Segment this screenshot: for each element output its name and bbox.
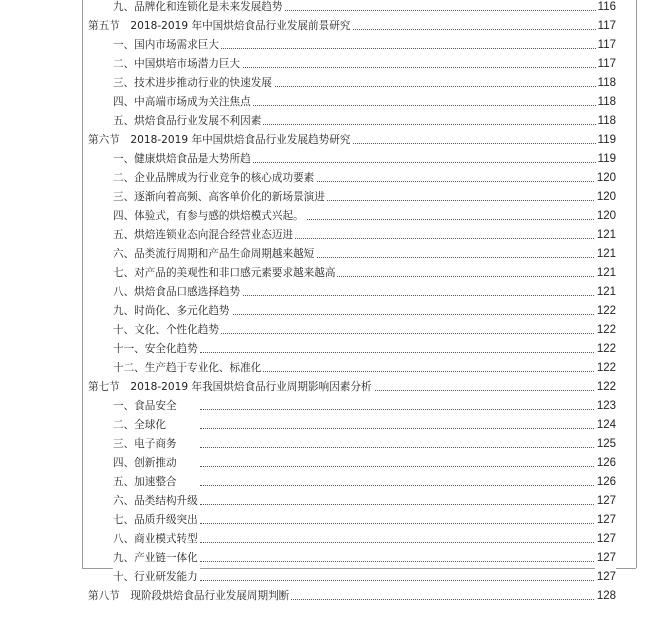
toc-entry-title: 第八节 现阶段烘焙食品行业发展周期判断 xyxy=(88,587,291,606)
toc-entry-title: 九、产业链一体化 xyxy=(113,549,200,568)
toc-dot-leader xyxy=(200,485,614,486)
toc-entry-title: 七、品质升级突出 xyxy=(113,511,200,530)
toc-entry-title: 三、电子商务 xyxy=(113,435,179,454)
toc-entry-title: 五、加速整合 xyxy=(113,473,179,492)
toc-entry[interactable] xyxy=(0,416,653,435)
toc-page-number: 124 xyxy=(595,416,616,435)
toc-page-number: 121 xyxy=(595,264,616,283)
toc-entry[interactable] xyxy=(0,93,653,112)
toc-page-number: 118 xyxy=(596,112,616,131)
toc-section-entry[interactable] xyxy=(0,378,653,397)
toc-dot-leader xyxy=(200,352,614,353)
toc-entry-title: 五、烘焙食品行业发展不利因素 xyxy=(113,112,263,131)
toc-entry[interactable] xyxy=(0,0,653,17)
toc-entry[interactable] xyxy=(0,264,653,283)
toc-section-entry[interactable] xyxy=(0,131,653,150)
toc-page-number: 116 xyxy=(596,0,616,17)
toc-page-number: 119 xyxy=(596,131,616,150)
toc-entry[interactable] xyxy=(0,473,653,492)
toc-dot-leader xyxy=(200,542,614,543)
toc-dot-leader xyxy=(200,561,614,562)
toc-dot-leader xyxy=(200,67,614,68)
toc-page-number: 125 xyxy=(595,435,616,454)
toc-entry-title: 十、行业研发能力 xyxy=(113,568,200,587)
toc-page-number: 127 xyxy=(595,549,616,568)
toc-entry[interactable] xyxy=(0,36,653,55)
toc-entry[interactable] xyxy=(0,302,653,321)
toc-entry[interactable] xyxy=(0,549,653,568)
toc-page-number: 127 xyxy=(595,492,616,511)
toc-entry-title: 九、品牌化和连锁化是未来发展趋势 xyxy=(113,0,285,17)
toc-entry[interactable] xyxy=(0,207,653,226)
toc-entry[interactable] xyxy=(0,112,653,131)
toc-entry[interactable] xyxy=(0,340,653,359)
toc-entry[interactable] xyxy=(0,435,653,454)
toc-entry-title: 第七节 2018-2019 年我国烘焙食品行业周期影响因素分析 xyxy=(88,378,374,397)
toc-entry[interactable] xyxy=(0,492,653,511)
toc-entry-title: 三、技术进步推动行业的快速发展 xyxy=(113,74,274,93)
toc-dot-leader xyxy=(200,48,614,49)
toc-entry-title: 第六节 2018-2019 年中国烘焙食品行业发展趋势研究 xyxy=(88,131,352,150)
toc-entry-title: 二、企业品牌成为行业竞争的核心成功要素 xyxy=(113,169,316,188)
toc-entry-title: 二、中国烘培市场潜力巨大 xyxy=(113,55,242,74)
toc-entry[interactable] xyxy=(0,283,653,302)
toc-dot-leader xyxy=(200,447,614,448)
toc-entry[interactable] xyxy=(0,150,653,169)
toc-entry-title: 六、品类结构升级 xyxy=(113,492,200,511)
toc-page-number: 127 xyxy=(595,511,616,530)
toc-page-number: 126 xyxy=(595,454,616,473)
toc-dot-leader xyxy=(200,105,614,106)
toc-page-number: 122 xyxy=(595,378,616,397)
toc-page-number: 119 xyxy=(596,150,616,169)
toc-entry[interactable] xyxy=(0,454,653,473)
toc-page-number: 122 xyxy=(595,359,616,378)
toc-entry[interactable] xyxy=(0,397,653,416)
toc-page-number: 128 xyxy=(595,587,616,606)
toc-page-number: 121 xyxy=(595,245,616,264)
toc-entry[interactable] xyxy=(0,226,653,245)
toc-entry-title: 第五节 2018-2019 年中国烘焙食品行业发展前景研究 xyxy=(88,17,352,36)
toc-entry[interactable] xyxy=(0,188,653,207)
toc-entry-title: 十一、安全化趋势 xyxy=(113,340,200,359)
toc-entry-title: 十二、生产趋于专业化、标准化 xyxy=(113,359,263,378)
toc-entry-title: 五、烘焙连锁业态向混合经营业态迈进 xyxy=(113,226,295,245)
toc-entry-title: 四、体验式，有参与感的烘焙模式兴起。 xyxy=(113,207,306,226)
toc-entry-title: 四、创新推动 xyxy=(113,454,179,473)
toc-page-number: 120 xyxy=(595,169,616,188)
toc-page-number: 126 xyxy=(595,473,616,492)
toc-entry-title: 三、逐渐向着高频、高客单价化的新场景演进 xyxy=(113,188,327,207)
toc-page-number: 123 xyxy=(595,397,616,416)
toc-dot-leader xyxy=(200,580,614,581)
toc-page-number: 117 xyxy=(596,17,616,36)
toc-entry-title: 四、中高端市场成为关注焦点 xyxy=(113,93,253,112)
toc-entry[interactable] xyxy=(0,321,653,340)
toc-page-number: 122 xyxy=(595,302,616,321)
toc-entry[interactable] xyxy=(0,169,653,188)
toc-entry-title: 八、烘焙食品口感选择趋势 xyxy=(113,283,242,302)
toc-entry-title: 一、健康烘焙食品是大势所趋 xyxy=(113,150,253,169)
toc-dot-leader xyxy=(200,466,614,467)
toc-page-number: 127 xyxy=(595,568,616,587)
toc-entry[interactable] xyxy=(0,511,653,530)
toc-page-number: 127 xyxy=(595,530,616,549)
toc-page-number: 122 xyxy=(595,321,616,340)
toc-dot-leader xyxy=(200,295,614,296)
toc-entry[interactable] xyxy=(0,359,653,378)
toc-page-number: 121 xyxy=(595,226,616,245)
toc-dot-leader xyxy=(200,333,614,334)
toc-page-number: 117 xyxy=(596,36,616,55)
toc-entry-title: 九、时尚化、多元化趋势 xyxy=(113,302,232,321)
toc-page-number: 117 xyxy=(596,55,616,74)
toc-entry[interactable] xyxy=(0,245,653,264)
toc-page-number: 121 xyxy=(595,283,616,302)
toc-entry-title: 十、文化、个性化趋势 xyxy=(113,321,221,340)
toc-entry[interactable] xyxy=(0,55,653,74)
toc-dot-leader xyxy=(200,428,614,429)
toc-page-number: 118 xyxy=(596,93,616,112)
toc-dot-leader xyxy=(200,504,614,505)
toc-entry[interactable] xyxy=(0,530,653,549)
toc-entry-title: 七、对产品的美观性和非口感元素要求越来越高 xyxy=(113,264,337,283)
toc-section-entry[interactable] xyxy=(0,17,653,36)
toc-page-number: 118 xyxy=(596,74,616,93)
toc-page-number: 120 xyxy=(595,207,616,226)
toc-entry-title: 一、食品安全 xyxy=(113,397,179,416)
toc-dot-leader xyxy=(200,409,614,410)
toc-entry-title: 六、品类流行周期和产品生命周期越来越短 xyxy=(113,245,316,264)
toc-dot-leader xyxy=(200,314,614,315)
toc-entry-title: 八、商业模式转型 xyxy=(113,530,200,549)
toc-entry[interactable] xyxy=(0,568,653,587)
toc-entry[interactable] xyxy=(0,74,653,93)
toc-section-entry[interactable] xyxy=(0,587,653,606)
toc-dot-leader xyxy=(200,162,614,163)
toc-entry-title: 一、国内市场需求巨大 xyxy=(113,36,221,55)
toc-page-number: 120 xyxy=(595,188,616,207)
toc-dot-leader xyxy=(200,523,614,524)
toc-page-number: 122 xyxy=(595,340,616,359)
toc-entry-title: 二、全球化 xyxy=(113,416,168,435)
